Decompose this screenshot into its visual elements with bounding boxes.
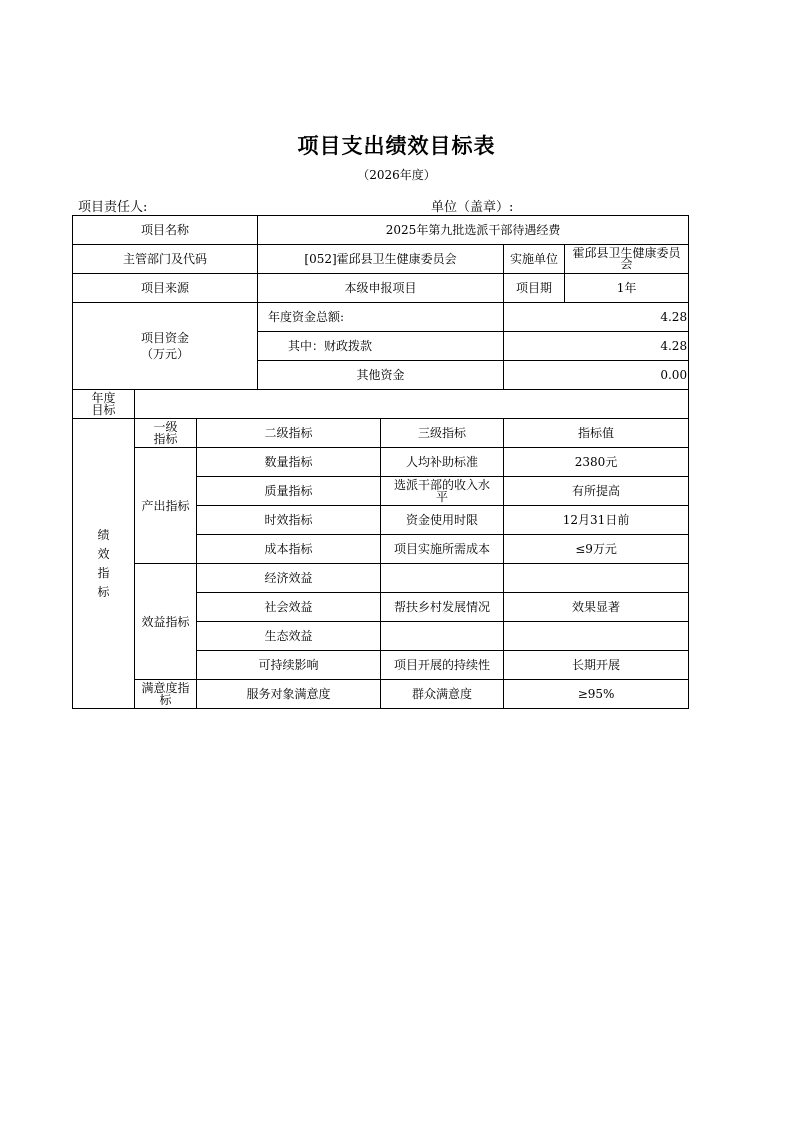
output-indicators-label: 产出指标 xyxy=(135,448,197,564)
fiscal-appropriation-value: 4.28 xyxy=(504,332,689,361)
project-name-value: 2025年第九批选派干部待遇经费 xyxy=(258,216,689,245)
level3-cell xyxy=(381,564,504,593)
unit-seal-label: 单位（盖章）: xyxy=(431,200,514,215)
level2-cell: 时效指标 xyxy=(197,506,381,535)
level2-cell: 可持续影响 xyxy=(197,651,381,680)
indicator-value-cell: 长期开展 xyxy=(504,651,689,680)
level2-cell: 经济效益 xyxy=(197,564,381,593)
level3-cell: 选派干部的收入水 平 xyxy=(381,477,504,506)
project-period-label: 项目期 xyxy=(504,274,565,303)
level2-header: 二级指标 xyxy=(197,419,381,448)
indicator-value-cell: 12月31日前 xyxy=(504,506,689,535)
level3-cell: 群众满意度 xyxy=(381,680,504,709)
indicator-value-cell xyxy=(504,622,689,651)
level3-cell: 项目实施所需成本 xyxy=(381,535,504,564)
department-value: [052]霍邱县卫生健康委员会 xyxy=(258,245,504,274)
level2-cell: 质量指标 xyxy=(197,477,381,506)
indicator-value-cell: 有所提高 xyxy=(504,477,689,506)
fiscal-appropriation-label: 其中：财政拨款 xyxy=(258,332,504,361)
annual-goal-label: 年度 目标 xyxy=(73,390,135,419)
indicator-value-cell xyxy=(504,564,689,593)
project-fund-label: 项目资金 （万元） xyxy=(73,303,258,390)
project-name-label: 项目名称 xyxy=(73,216,258,245)
level2-cell: 成本指标 xyxy=(197,535,381,564)
department-label: 主管部门及代码 xyxy=(73,245,258,274)
fiscal-year: （2026年度） xyxy=(357,168,436,182)
annual-fund-total-value: 4.28 xyxy=(504,303,689,332)
indicator-value-cell: ≤9万元 xyxy=(504,535,689,564)
responsible-person-label: 项目责任人: xyxy=(78,200,148,215)
annual-fund-total-label: 年度资金总额: xyxy=(258,303,504,332)
level3-cell: 帮扶乡村发展情况 xyxy=(381,593,504,622)
page-title: 项目支出绩效目标表 xyxy=(297,133,496,158)
project-source-label: 项目来源 xyxy=(73,274,258,303)
level3-header: 三级指标 xyxy=(381,419,504,448)
level2-cell: 服务对象满意度 xyxy=(197,680,381,709)
other-funds-label: 其他资金 xyxy=(258,361,504,390)
level2-cell: 生态效益 xyxy=(197,622,381,651)
implementing-unit-label: 实施单位 xyxy=(504,245,565,274)
indicator-value-cell: 效果显著 xyxy=(504,593,689,622)
level2-cell: 数量指标 xyxy=(197,448,381,477)
satisfaction-indicators-label: 满意度指 标 xyxy=(135,680,197,709)
performance-indicators-label: 绩 效 指 标 xyxy=(73,419,135,709)
level3-cell xyxy=(381,622,504,651)
indicator-value-cell: 2380元 xyxy=(504,448,689,477)
level3-cell: 资金使用时限 xyxy=(381,506,504,535)
level3-cell: 人均补助标准 xyxy=(381,448,504,477)
benefit-indicators-label: 效益指标 xyxy=(135,564,197,680)
indicator-value-cell: ≥95% xyxy=(504,680,689,709)
level2-cell: 社会效益 xyxy=(197,593,381,622)
level3-cell: 项目开展的持续性 xyxy=(381,651,504,680)
implementing-unit-value: 霍邱县卫生健康委员会 xyxy=(565,245,689,274)
level1-header: 一级 指标 xyxy=(135,419,197,448)
annual-goal-value xyxy=(135,390,689,419)
indicator-value-header: 指标值 xyxy=(504,419,689,448)
performance-target-table xyxy=(72,215,689,709)
project-period-value: 1年 xyxy=(565,274,689,303)
other-funds-value: 0.00 xyxy=(504,361,689,390)
project-source-value: 本级申报项目 xyxy=(258,274,504,303)
